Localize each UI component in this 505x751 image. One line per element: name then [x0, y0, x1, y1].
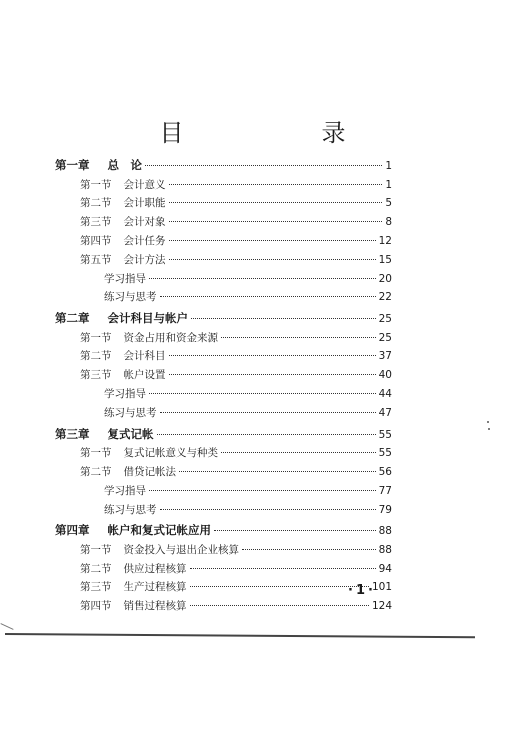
dot-leader	[145, 164, 382, 166]
toc-entry-title: 学习指导	[104, 388, 146, 400]
toc-entry-title: 会计任务	[123, 234, 166, 247]
toc-entry-page: 22	[378, 291, 392, 304]
toc-entry-title: 生产过程核算	[123, 581, 187, 594]
toc-entry-page: 94	[378, 562, 392, 575]
toc-entry-page: 12	[378, 234, 392, 247]
toc-chapter-entry	[55, 309, 392, 327]
toc-chapter-entry	[55, 156, 392, 174]
toc-entry-page: 55	[378, 447, 392, 460]
dot-leader	[169, 220, 383, 222]
toc-entry-page: 5	[385, 197, 392, 210]
toc-entry-page: 8	[385, 216, 392, 229]
toc-chapter-entry	[55, 521, 392, 539]
toc-entry-number: 第四节	[80, 234, 112, 247]
toc-entry-page: 101	[371, 581, 392, 594]
toc-entry-page: 40	[378, 369, 392, 382]
dot-leader	[160, 295, 376, 297]
toc-entry-page: 47	[378, 406, 392, 419]
dot-leader	[169, 183, 383, 185]
toc-section-entry	[80, 232, 392, 250]
toc-entry-page: 55	[378, 428, 392, 441]
dot-leader	[190, 604, 369, 606]
toc-entry-title: 练习与思考	[104, 406, 157, 419]
toc-entry-title: 供应过程核算	[123, 562, 187, 575]
toc-entry-number: 第五节	[80, 253, 112, 266]
toc-entry-title: 学习指导	[104, 484, 146, 497]
toc-section-entry	[80, 194, 392, 212]
toc-sub-entry	[104, 385, 392, 403]
dot-leader	[242, 548, 376, 550]
toc-section-entry	[80, 463, 392, 481]
toc-entry-number: 第三节	[80, 369, 112, 382]
dot-leader	[169, 373, 376, 375]
toc-entry-number: 第二节	[80, 562, 112, 575]
toc-entry-title: 练习与思考	[104, 291, 157, 304]
dot-leader	[169, 201, 383, 203]
toc-entry-page: 37	[378, 350, 392, 363]
dot-leader	[157, 433, 376, 435]
toc-sub-entry	[104, 288, 392, 306]
toc-entry-title: 资金占用和资金来源	[123, 331, 218, 344]
toc-entry-title: 销售过程核算	[123, 600, 187, 613]
toc-section-entry	[80, 251, 392, 269]
dot-leader	[149, 277, 376, 279]
toc-entry-title: 复式记帐意义与种类	[123, 447, 218, 460]
toc-entry-number: 第一节	[80, 178, 112, 191]
toc-entry-title: 帐户和复式记帐应用	[107, 523, 211, 538]
toc-section-entry	[80, 176, 392, 194]
toc-entry-number: 第二节	[80, 197, 112, 210]
toc-entry-title: 会计科目	[123, 350, 166, 363]
dot-leader	[191, 317, 376, 319]
dot-leader	[221, 336, 376, 338]
toc-section-entry	[80, 444, 392, 462]
toc-entry-number: 第四章	[55, 523, 90, 538]
toc-entry-title: 会计职能	[123, 197, 166, 210]
toc-entry-number: 第一节	[80, 447, 112, 460]
dot-leader	[190, 585, 369, 587]
scan-mark	[0, 623, 13, 630]
dot-leader	[169, 239, 376, 241]
toc-sub-entry	[104, 501, 392, 519]
dot-leader	[214, 529, 376, 531]
dot-leader	[169, 354, 376, 356]
toc-entry-number: 第三章	[55, 426, 90, 441]
dot-leader	[149, 489, 376, 491]
toc-sub-entry	[104, 404, 392, 422]
toc-chapter-entry	[55, 425, 392, 443]
toc-entry-title: 会计科目与帐户	[107, 311, 188, 326]
bottom-rule	[5, 633, 475, 638]
dot-leader	[179, 470, 376, 472]
toc-entry-number: 第二节	[80, 350, 112, 363]
toc-entry-page: 44	[378, 388, 392, 400]
scan-speck	[487, 421, 489, 423]
toc-entry-page: 1	[385, 178, 392, 191]
toc-entry-number: 第三节	[80, 581, 112, 594]
toc-entry-page: 79	[378, 503, 392, 516]
toc-entry-page: 56	[378, 465, 392, 478]
toc-section-entry	[80, 578, 392, 596]
toc-section-entry	[80, 541, 392, 559]
toc-section-entry	[80, 597, 392, 615]
toc-entry-title: 学习指导	[104, 272, 146, 285]
toc-entry-page: 88	[378, 543, 392, 556]
toc-entry-title: 会计意义	[123, 178, 166, 191]
toc-entry-number: 第一章	[55, 158, 90, 172]
toc-entry-page: 15	[378, 253, 392, 266]
toc-entry-page: 25	[378, 331, 392, 344]
dot-leader	[160, 411, 376, 413]
toc-entry-title: 帐户设置	[123, 369, 166, 382]
toc-section-entry	[80, 329, 392, 347]
toc-section-entry	[80, 213, 392, 231]
toc-sub-entry	[104, 270, 392, 288]
toc-entry-number: 第一节	[80, 543, 112, 556]
dot-leader	[149, 392, 376, 394]
toc-entry-page: 77	[378, 484, 392, 497]
toc-entry-title: 借贷记帐法	[123, 465, 176, 478]
dot-leader	[169, 258, 376, 260]
toc-entry-title: 复式记帐	[107, 426, 154, 441]
toc-entry-title: 资金投入与退出企业核算	[123, 543, 239, 556]
dot-leader	[190, 567, 376, 569]
dot-leader	[160, 508, 376, 510]
toc-entry-title: 会计对象	[123, 216, 166, 229]
toc-section-entry	[80, 366, 392, 384]
page-number: ·1·	[348, 583, 376, 598]
toc-entry-page: 88	[378, 525, 392, 538]
toc-sub-entry	[104, 482, 392, 500]
toc-entry-number: 第二节	[80, 465, 112, 478]
toc-entry-number: 第二章	[55, 311, 90, 326]
toc-entry-number: 第一节	[80, 331, 112, 344]
toc-entry-title: 会计方法	[123, 253, 166, 266]
dot-leader	[221, 451, 376, 453]
toc-entry-page: 25	[378, 313, 392, 326]
toc-entry-number: 第三节	[80, 216, 112, 229]
toc-entry-title: 总 论	[107, 158, 142, 172]
toc-section-entry	[80, 560, 392, 578]
toc-entry-page: 20	[378, 272, 392, 285]
scan-speck	[488, 428, 490, 430]
toc-section-entry	[80, 347, 392, 365]
toc-entry-number: 第四节	[80, 600, 112, 613]
toc-entry-title: 练习与思考	[104, 503, 157, 516]
page-title: 目 录	[159, 119, 376, 147]
toc-entry-page: 124	[371, 600, 392, 613]
toc-entry-page: 1	[385, 160, 392, 172]
